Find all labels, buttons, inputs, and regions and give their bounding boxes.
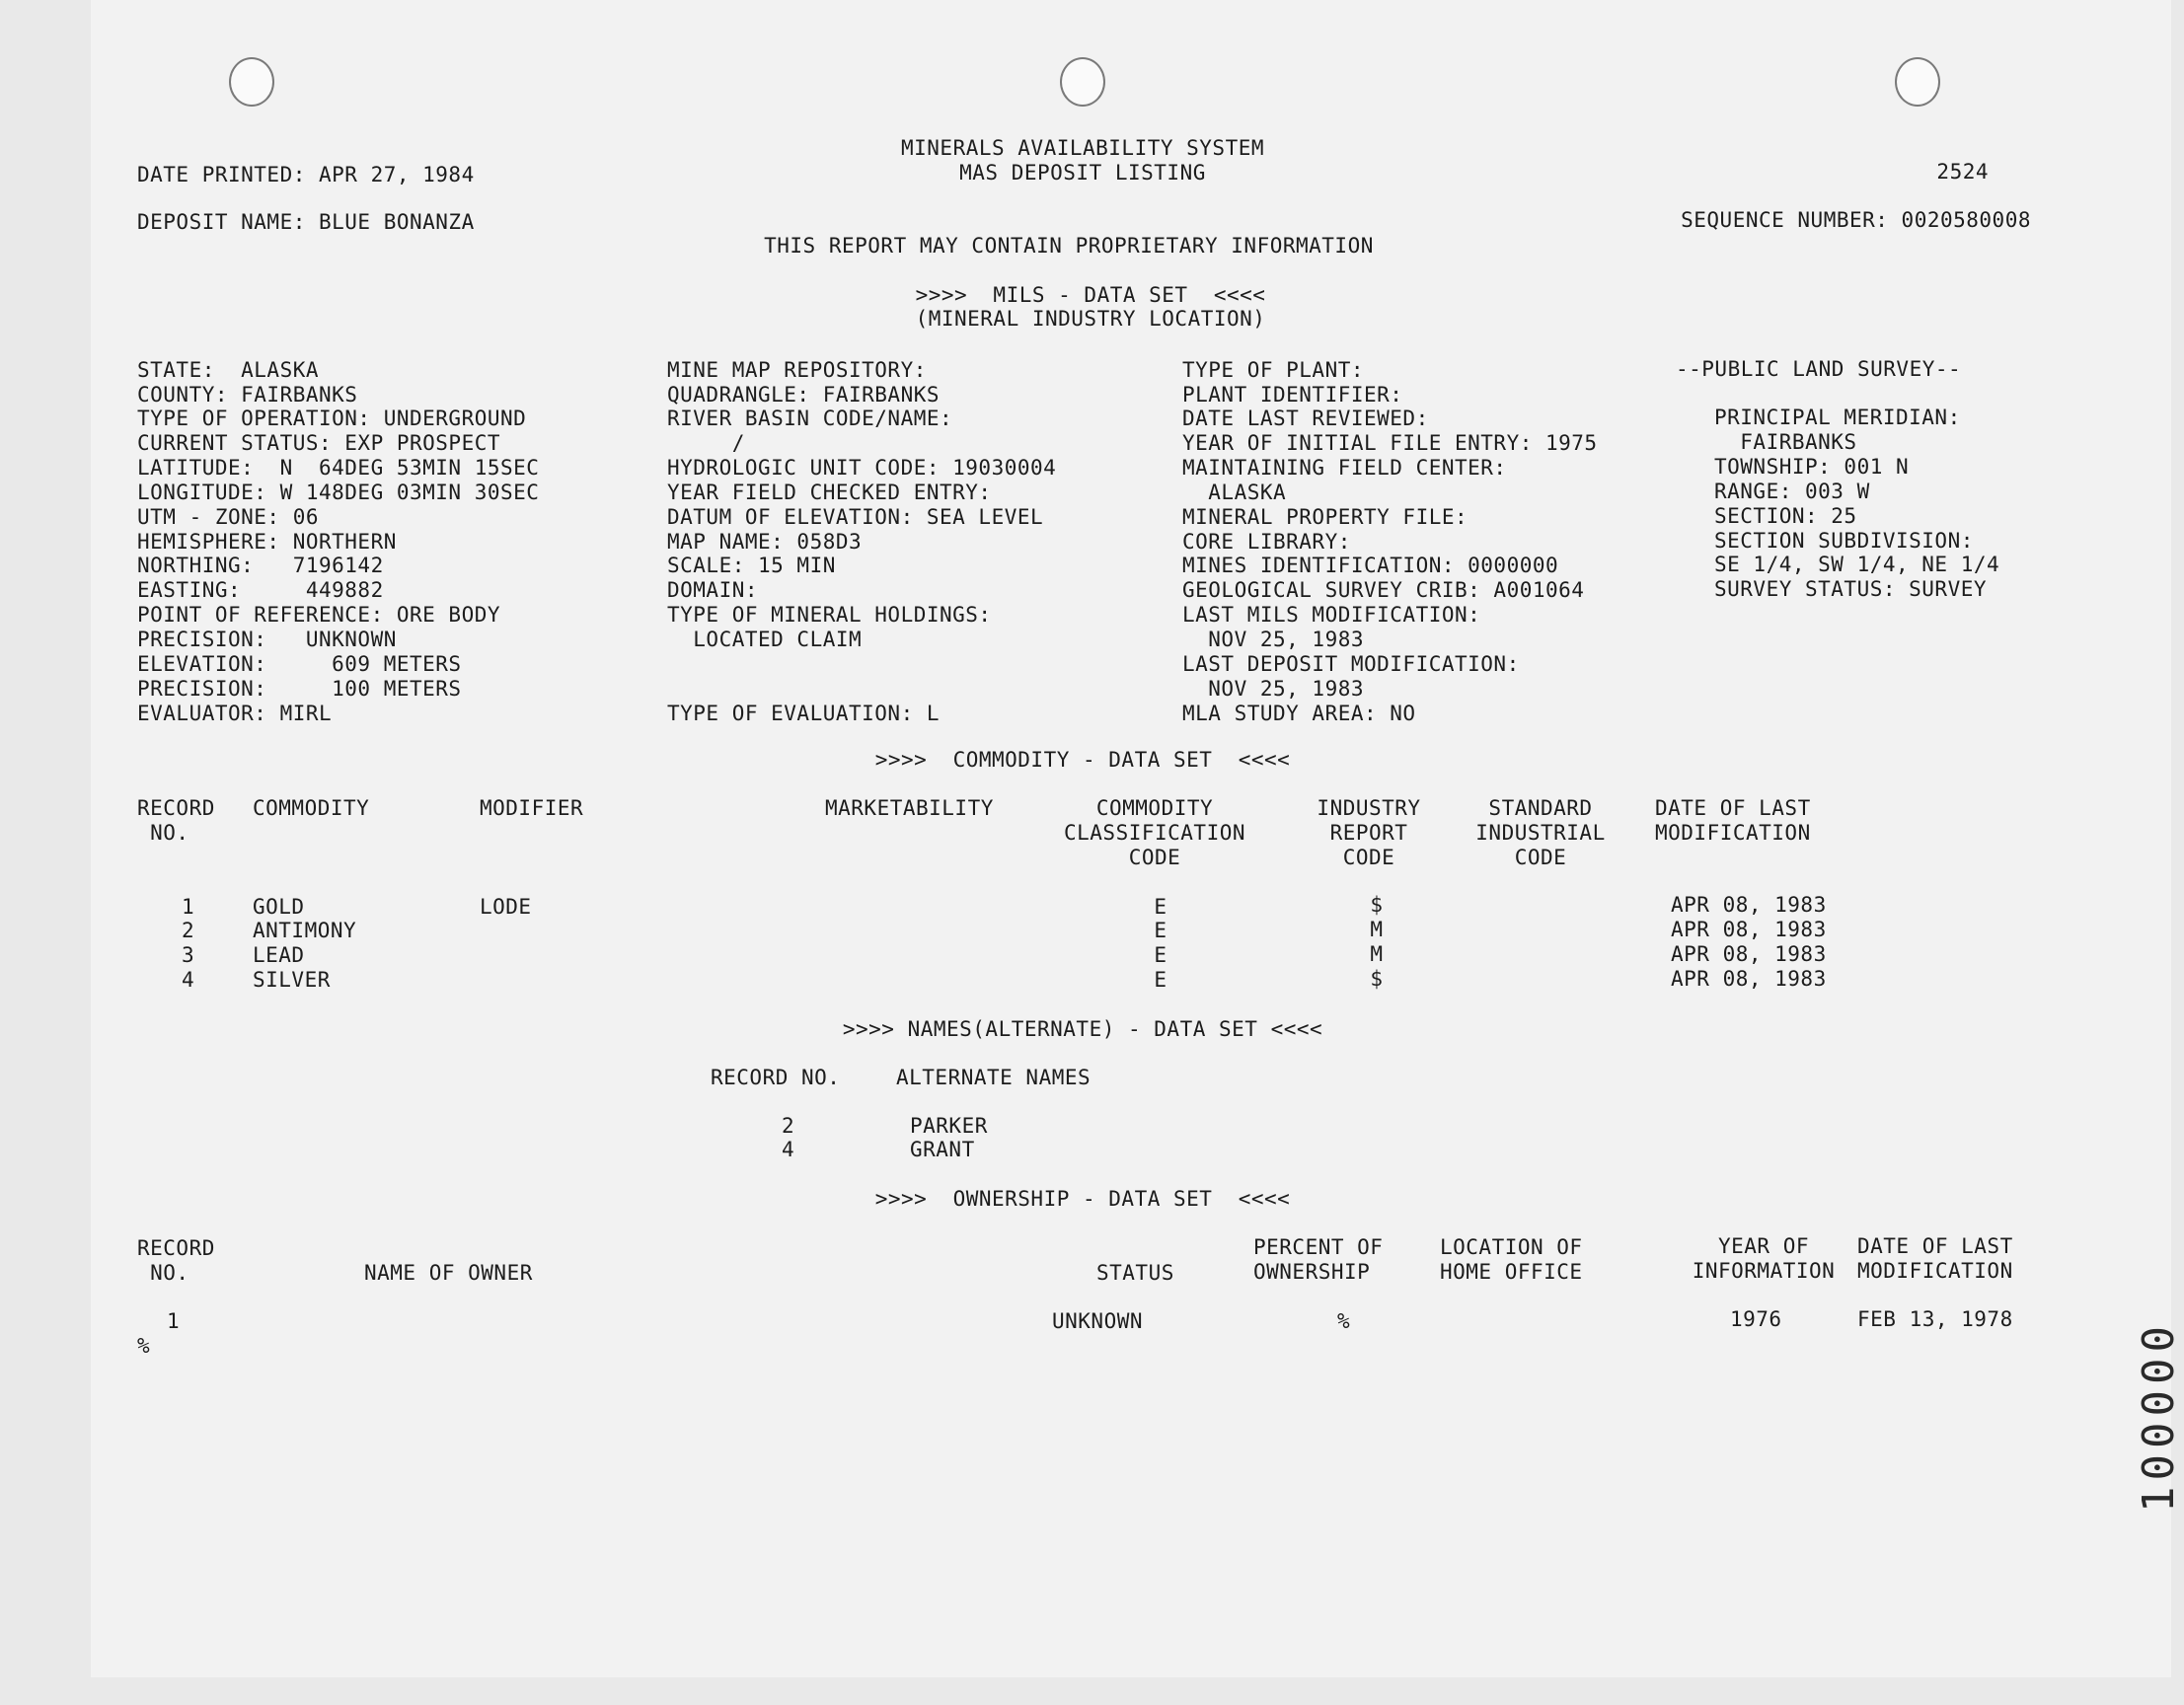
classification-code: E [1154, 919, 1167, 942]
industry-code: M [1370, 942, 1384, 966]
pls-field: RANGE: 003 W [1714, 480, 1870, 503]
col-header-date: DATE OF LAST MODIFICATION [1655, 796, 1811, 845]
classification-code: E [1154, 968, 1167, 992]
industry-code: $ [1370, 893, 1384, 917]
commodity-name: ANTIMONY [253, 919, 357, 942]
modification-date: FEB 13, 1978 [1857, 1307, 2013, 1331]
mils-field: MINES IDENTIFICATION: 0000000 [1182, 554, 1559, 577]
mils-field: HYDROLOGIC UNIT CODE: 19030004 [667, 456, 1057, 480]
mils-field: DOMAIN: [667, 578, 759, 602]
mils-field: MINERAL PROPERTY FILE: [1182, 505, 1469, 529]
col-header-record: RECORD NO. [137, 1236, 215, 1285]
col-header-alternate-names: ALTERNATE NAMES [896, 1066, 1092, 1089]
col-header-commodity: COMMODITY [253, 796, 370, 820]
mils-field: GEOLOGICAL SURVEY CRIB: A001064 [1182, 578, 1585, 602]
col-header-classification: COMMODITY CLASSIFICATION CODE [1063, 796, 1246, 869]
ownership-heading: >>>> OWNERSHIP - DATA SET <<<< [874, 1187, 1291, 1211]
mils-field: NOV 25, 1983 [1182, 628, 1365, 651]
mils-field: PRECISION: UNKNOWN [137, 628, 397, 651]
mils-field: PRECISION: 100 METERS [137, 677, 462, 701]
record-no: 4 [782, 1138, 795, 1161]
col-header-modifier: MODIFIER [480, 796, 584, 820]
col-header-record: RECORD NO. [137, 796, 215, 845]
mils-field: TYPE OF PLANT: [1182, 358, 1365, 382]
mils-field: LONGITUDE: W 148DEG 03MIN 30SEC [137, 481, 540, 504]
mils-field: DATE LAST REVIEWED: [1182, 407, 1429, 430]
mils-field: QUADRANGLE: FAIRBANKS [667, 383, 941, 407]
page-number: 2524 [1936, 160, 1989, 184]
modifier: LODE [480, 895, 532, 919]
pls-field: TOWNSHIP: 001 N [1714, 455, 1910, 479]
classification-code: E [1154, 943, 1167, 967]
industry-code: $ [1370, 967, 1384, 991]
mils-field: TYPE OF EVALUATION: L [667, 702, 941, 725]
col-header-record: RECORD NO. [711, 1066, 841, 1089]
modification-date: APR 08, 1983 [1671, 918, 1827, 941]
mils-field: LATITUDE: N 64DEG 53MIN 15SEC [137, 456, 540, 480]
pls-field: PRINCIPAL MERIDIAN: [1714, 406, 1961, 429]
mils-field: EVALUATOR: MIRL [137, 702, 333, 725]
mils-field: TYPE OF OPERATION: UNDERGROUND [137, 407, 527, 430]
mils-field: SCALE: 15 MIN [667, 554, 836, 577]
trailer-mark: % [137, 1334, 151, 1358]
mils-field: MLA STUDY AREA: NO [1182, 702, 1416, 725]
mils-field: MINE MAP REPOSITORY: [667, 358, 927, 382]
punch-hole-right [1895, 57, 1940, 107]
ownership-status: UNKNOWN [1052, 1309, 1144, 1333]
mils-field: TYPE OF MINERAL HOLDINGS: [667, 603, 992, 627]
ownership-percent: % [1337, 1309, 1351, 1333]
alternate-name: PARKER [910, 1114, 988, 1138]
punch-hole-center [1060, 57, 1105, 107]
mils-field: LAST DEPOSIT MODIFICATION: [1182, 652, 1520, 676]
proprietary-notice: THIS REPORT MAY CONTAIN PROPRIETARY INFORMATION [764, 234, 1374, 258]
mils-field: POINT OF REFERENCE: ORE BODY [137, 603, 501, 627]
mils-field: PLANT IDENTIFIER: [1182, 383, 1403, 407]
mils-field: NOV 25, 1983 [1182, 677, 1365, 701]
commodity-name: GOLD [253, 895, 305, 919]
listing-title: MAS DEPOSIT LISTING [959, 161, 1206, 185]
mils-field: RIVER BASIN CODE/NAME: [667, 407, 953, 430]
pls-field: SURVEY STATUS: SURVEY [1714, 577, 1988, 601]
mils-field: NORTHING: 7196142 [137, 554, 384, 577]
modification-date: APR 08, 1983 [1671, 942, 1827, 966]
mils-field: ELEVATION: 609 METERS [137, 652, 462, 676]
date-printed: DATE PRINTED: APR 27, 1984 [137, 163, 475, 186]
commodity-name: LEAD [253, 943, 305, 967]
col-header-marketability: MARKETABILITY [825, 796, 994, 820]
mils-field: / [667, 431, 745, 455]
modification-date: APR 08, 1983 [1671, 967, 1827, 991]
classification-code: E [1154, 895, 1167, 919]
commodity-heading: >>>> COMMODITY - DATA SET <<<< [874, 748, 1291, 772]
pls-field: SE 1/4, SW 1/4, NE 1/4 [1714, 553, 2000, 576]
col-header-sic: STANDARD INDUSTRIAL CODE [1475, 796, 1606, 869]
industry-code: M [1370, 918, 1384, 941]
record-no: 3 [182, 943, 195, 967]
record-no: 2 [782, 1114, 795, 1138]
col-header-location: LOCATION OF HOME OFFICE [1440, 1235, 1583, 1284]
pls-field: SECTION SUBDIVISION: [1714, 529, 1974, 553]
sequence-number: SEQUENCE NUMBER: 0020580008 [1681, 208, 2031, 232]
record-no: 2 [182, 919, 195, 942]
col-header-industry: INDUSTRY REPORT CODE [1317, 796, 1421, 869]
col-header-status: STATUS [1096, 1261, 1174, 1285]
mils-field: MAP NAME: 058D3 [667, 530, 863, 554]
deposit-name: DEPOSIT NAME: BLUE BONANZA [137, 210, 475, 234]
mils-field: COUNTY: FAIRBANKS [137, 383, 358, 407]
mils-field: DATUM OF ELEVATION: SEA LEVEL [667, 505, 1044, 529]
modification-date: APR 08, 1983 [1671, 893, 1827, 917]
names-heading: >>>> NAMES(ALTERNATE) - DATA SET <<<< [842, 1017, 1323, 1041]
col-header-date: DATE OF LAST MODIFICATION [1857, 1234, 2013, 1283]
mils-field: UTM - ZONE: 06 [137, 505, 320, 529]
col-header-owner: NAME OF OWNER [364, 1261, 533, 1285]
mils-field: EASTING: 449882 [137, 578, 384, 602]
mils-field: LOCATED CLAIM [667, 628, 863, 651]
mils-field: CURRENT STATUS: EXP PROSPECT [137, 431, 501, 455]
mils-heading: >>>> MILS - DATA SET <<<< [915, 283, 1266, 307]
record-no: 1 [167, 1309, 181, 1333]
year-of-information: 1976 [1730, 1307, 1782, 1331]
pls-heading: --PUBLIC LAND SURVEY-- [1676, 357, 1962, 381]
mils-field: CORE LIBRARY: [1182, 530, 1351, 554]
mils-field: YEAR FIELD CHECKED ENTRY: [667, 481, 992, 504]
mils-field: STATE: ALASKA [137, 358, 320, 382]
alternate-name: GRANT [910, 1138, 975, 1161]
mils-field: LAST MILS MODIFICATION: [1182, 603, 1481, 627]
record-no: 1 [182, 895, 195, 919]
punch-hole-left [229, 57, 274, 107]
pls-field: SECTION: 25 [1714, 504, 1857, 528]
mils-subheading: (MINERAL INDUSTRY LOCATION) [915, 307, 1266, 331]
col-header-percent: PERCENT OF OWNERSHIP [1253, 1235, 1384, 1284]
mils-field: ALASKA [1182, 481, 1287, 504]
side-stamp: 100000 [2133, 1320, 2184, 1513]
record-no: 4 [182, 968, 195, 992]
col-header-year: YEAR OF INFORMATION [1692, 1234, 1836, 1283]
mils-field: YEAR OF INITIAL FILE ENTRY: 1975 [1182, 431, 1598, 455]
pls-field: FAIRBANKS [1714, 430, 1857, 454]
system-title: MINERALS AVAILABILITY SYSTEM [900, 136, 1265, 160]
mils-field: HEMISPHERE: NORTHERN [137, 530, 397, 554]
commodity-name: SILVER [253, 968, 331, 992]
mils-field: MAINTAINING FIELD CENTER: [1182, 456, 1507, 480]
